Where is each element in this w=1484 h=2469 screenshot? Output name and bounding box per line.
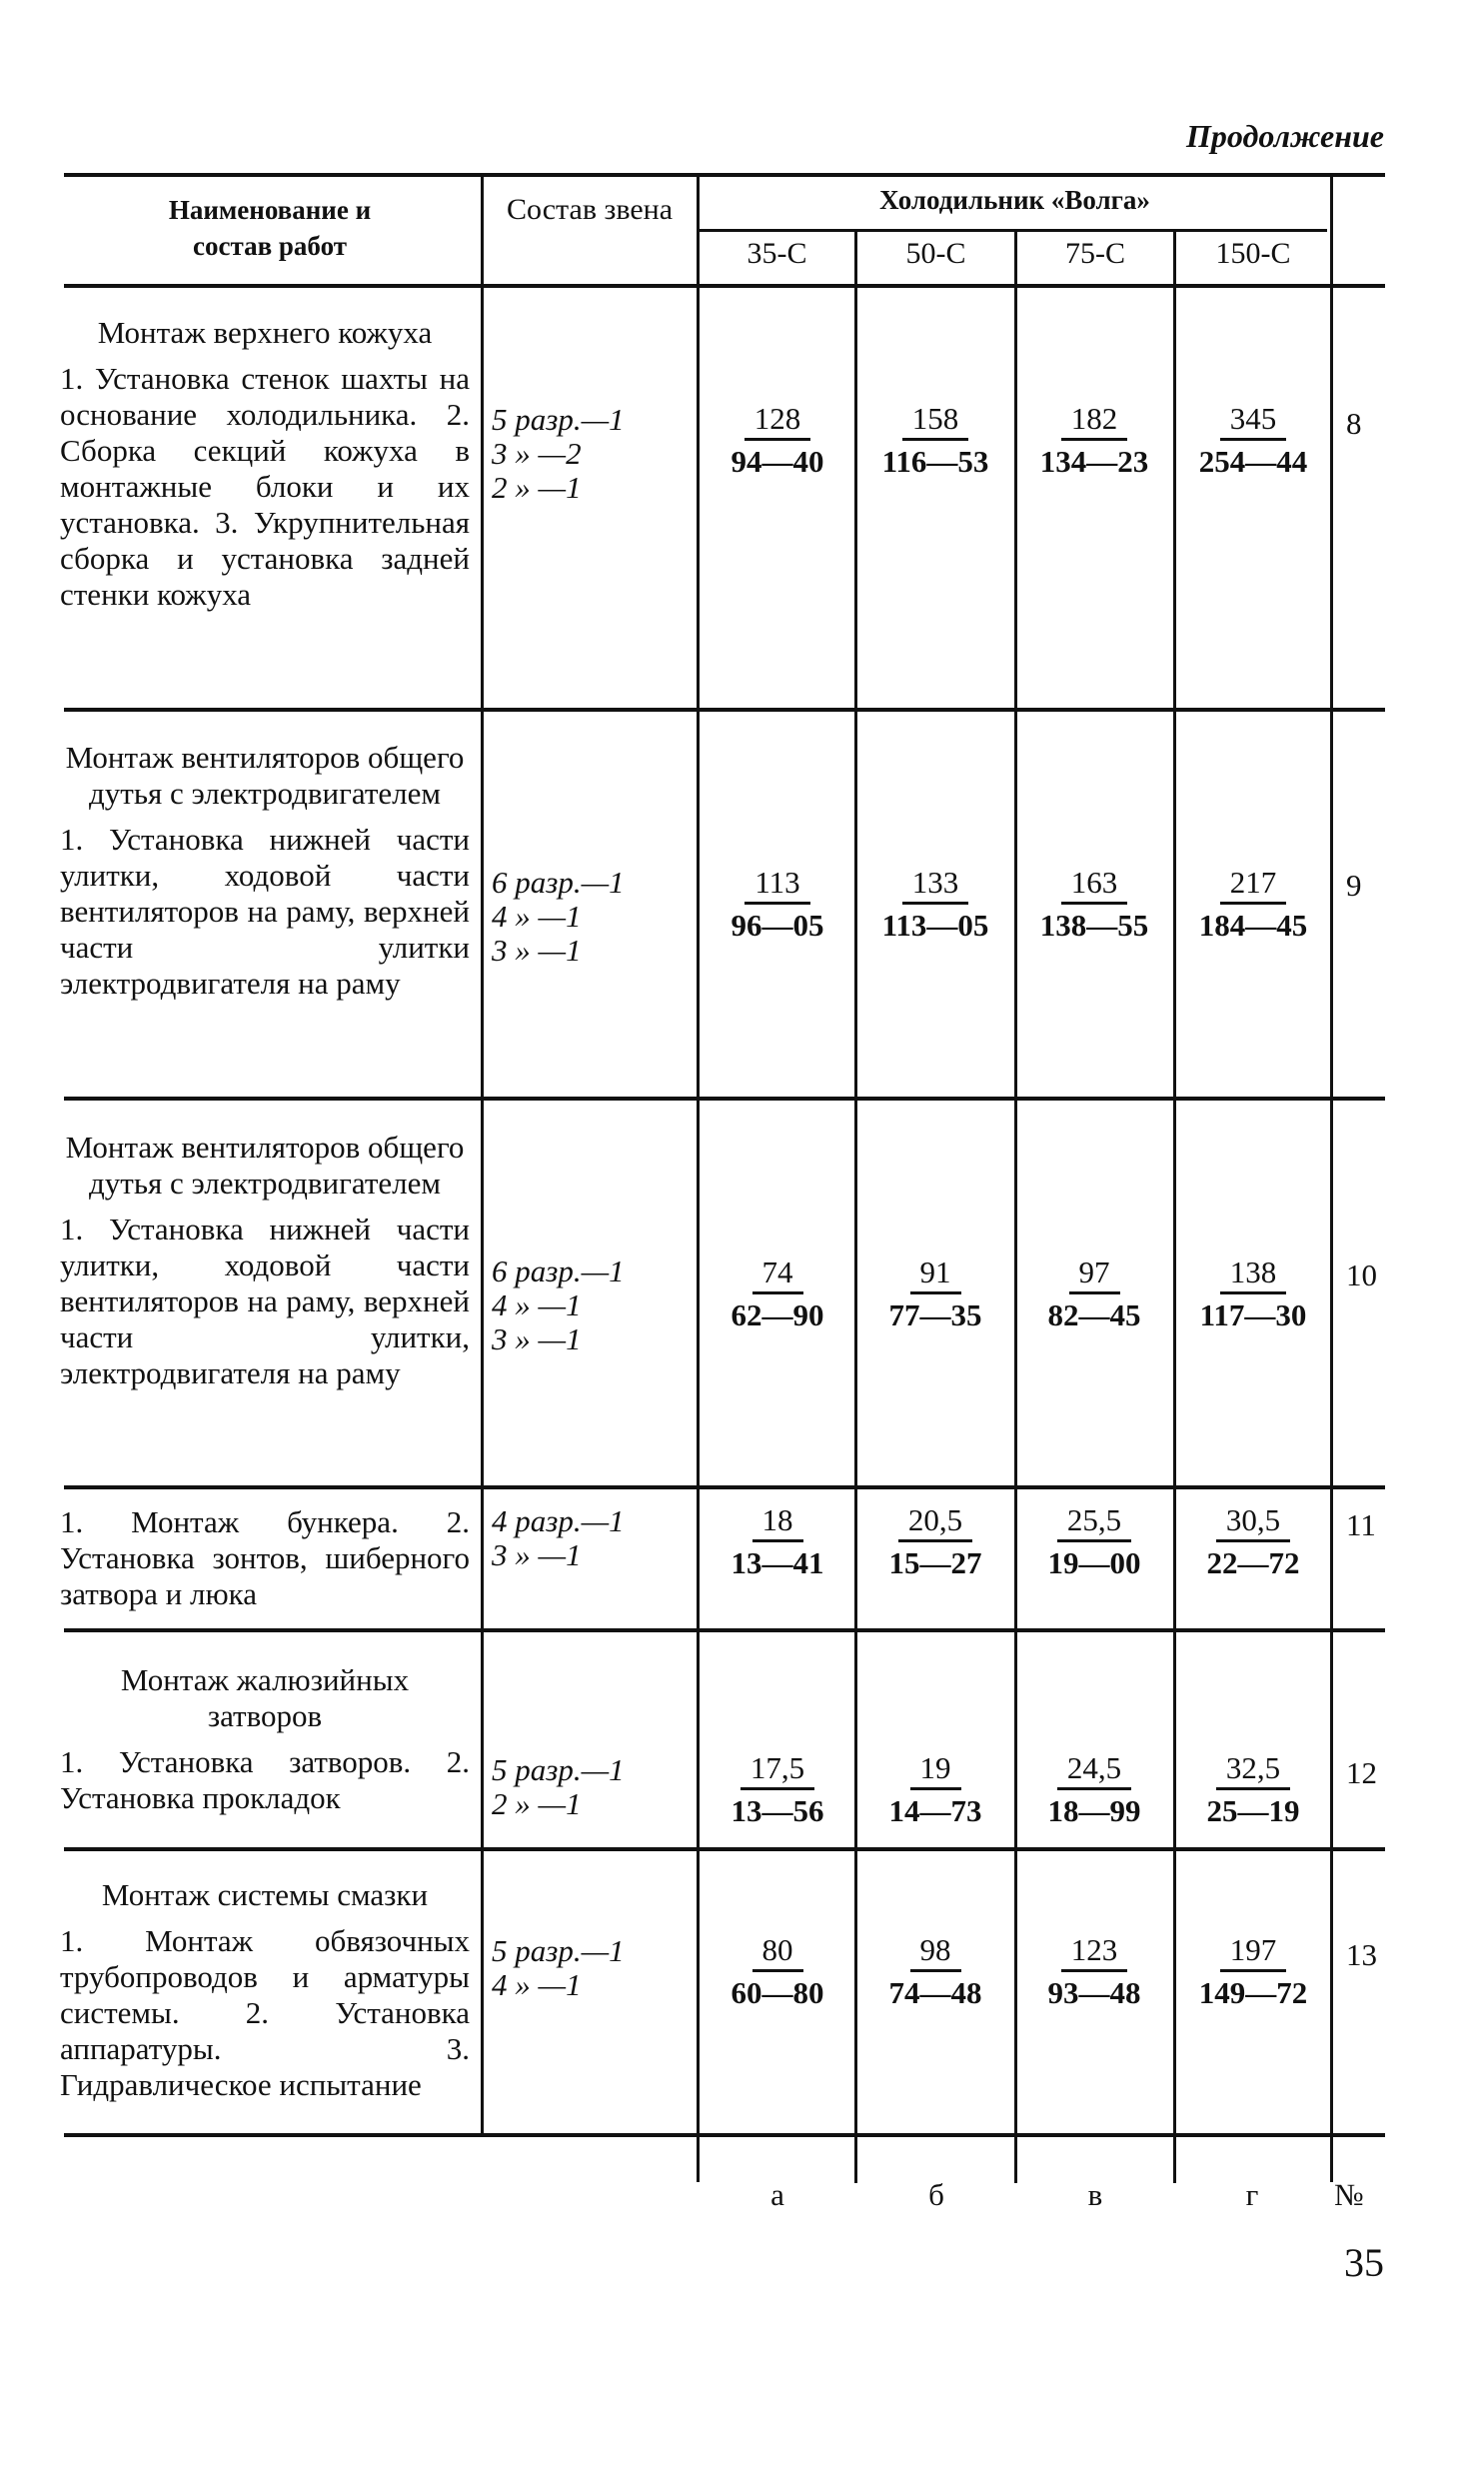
value-top: 25,5 (1057, 1501, 1131, 1542)
value-top: 30,5 (1216, 1501, 1290, 1542)
row-body: 1. Монтаж бункера. 2. Установка зонтов, шиберного затвора и люка (60, 1504, 470, 1611)
row-9-value-c (1020, 864, 1168, 947)
value-bottom: 254—44 (1198, 444, 1308, 479)
crew-line: 6 разр.—1 (492, 1253, 625, 1288)
row-13-crew (492, 1934, 692, 2002)
row-8-crew (492, 403, 692, 505)
crew-line: 4 » —1 (492, 899, 582, 934)
row-13-value-b (861, 1931, 1009, 2014)
row-body: 1. Монтаж обвязочных трубопроводов и арматуры системы. 2. Установка аппаратуры. 3. Гидравлическое испытание (60, 1923, 470, 2102)
header-split-rule (700, 229, 1327, 232)
value-bottom: 82—45 (1047, 1297, 1141, 1332)
value-top: 17,5 (741, 1749, 814, 1790)
value-bottom: 62—90 (731, 1297, 824, 1332)
row-rule-2 (64, 1097, 1385, 1101)
value-bottom: 14—73 (888, 1793, 982, 1828)
row-rule-1 (64, 708, 1385, 712)
crew-line: 5 разр.—1 (492, 402, 625, 437)
row-12-description (60, 1662, 470, 1816)
row-rule-3 (64, 1485, 1385, 1489)
value-top: 32,5 (1216, 1749, 1290, 1790)
row-10-description (60, 1130, 470, 1391)
row-10-crew (492, 1254, 692, 1356)
value-top: 138 (1220, 1253, 1287, 1294)
row-8-value-d (1179, 400, 1327, 483)
value-top: 97 (1069, 1253, 1120, 1294)
value-bottom: 77—35 (888, 1297, 982, 1332)
footer-label-a: а (770, 2177, 784, 2212)
row-13-number: 13 (1346, 1937, 1377, 1972)
row-12-crew (492, 1753, 692, 1821)
value-top: 98 (910, 1931, 961, 1972)
footer-label-b: б (928, 2177, 944, 2212)
col-divider-c (1173, 229, 1176, 2183)
row-12-value-d (1179, 1749, 1327, 1832)
col-divider-num (1330, 173, 1333, 2182)
value-top: 128 (744, 400, 811, 441)
value-bottom: 60—80 (731, 1975, 824, 2010)
crew-line: 2 » —1 (492, 470, 582, 505)
value-bottom: 15—27 (888, 1545, 982, 1580)
continuation-label: Продолжение (1186, 118, 1384, 154)
row-12-value-b (861, 1749, 1009, 1832)
header-crew: Состав звена (506, 193, 674, 226)
footer-number-label: № (1334, 2177, 1364, 2212)
crew-line: 3 » —1 (492, 1321, 582, 1356)
row-9-value-b (861, 864, 1009, 947)
row-title: Монтаж вентиляторов общего дутья с электродвигателем (65, 740, 465, 811)
value-top: 24,5 (1057, 1749, 1131, 1790)
value-bottom: 184—45 (1198, 908, 1308, 943)
value-top: 19 (910, 1749, 961, 1790)
row-11-value-c (1020, 1501, 1168, 1584)
row-10-value-c (1020, 1253, 1168, 1336)
header-group: Холодильник «Волга» (879, 185, 1150, 215)
value-bottom: 19—00 (1047, 1545, 1141, 1580)
value-top: 113 (744, 864, 809, 905)
value-bottom: 94—40 (731, 444, 824, 479)
row-11-value-b (861, 1501, 1009, 1584)
row-body: 1. Установка нижней части улитки, ходовой части вентиляторов на раму, верхней части улитки, электродвигателя на раму (60, 1212, 470, 1390)
value-top: 217 (1220, 864, 1287, 905)
crew-line: 4 » —1 (492, 1967, 582, 2002)
row-9-crew (492, 866, 692, 968)
row-12-value-c (1020, 1749, 1168, 1832)
value-top: 20,5 (898, 1501, 972, 1542)
crew-line: 3 » —1 (492, 1537, 582, 1572)
row-9-value-d (1179, 864, 1327, 947)
crew-line: 2 » —1 (492, 1786, 582, 1821)
row-13-value-d (1179, 1931, 1327, 2014)
row-10-value-a (704, 1253, 851, 1336)
row-8-value-b (861, 400, 1009, 483)
footer-label-d: г (1245, 2177, 1259, 2212)
header-model-b: 50-С (905, 237, 966, 270)
col-divider-b (1014, 229, 1017, 2183)
value-bottom: 138—55 (1039, 908, 1149, 943)
value-bottom: 22—72 (1206, 1545, 1300, 1580)
header-name: Наименование и состав работ (168, 195, 372, 261)
value-bottom: 149—72 (1198, 1975, 1308, 2010)
crew-line: 4 разр.—1 (492, 1503, 625, 1538)
row-8-description (60, 315, 470, 613)
value-bottom: 116—53 (881, 444, 989, 479)
value-bottom: 113—05 (881, 908, 989, 943)
value-top: 74 (752, 1253, 803, 1294)
row-title: Монтаж верхнего кожуха (97, 315, 433, 350)
row-9-number: 9 (1346, 868, 1362, 903)
row-10-value-b (861, 1253, 1009, 1336)
header-model-d: 150-С (1215, 237, 1291, 270)
crew-line: 4 » —1 (492, 1287, 582, 1322)
row-8-value-a (704, 400, 851, 483)
value-bottom: 134—23 (1039, 444, 1149, 479)
value-top: 197 (1220, 1931, 1287, 1972)
row-body: 1. Установка стенок шахты на основание холодильника. 2. Сборка секций кожуха в монтажные блоки и их установка. 3. Укрупнительная сборка и установка задней стенки кожуха (60, 361, 470, 612)
row-8-value-c (1020, 400, 1168, 483)
value-top: 158 (902, 400, 969, 441)
crew-line: 5 разр.—1 (492, 1933, 625, 1968)
value-top: 80 (752, 1931, 803, 1972)
crew-line: 3 » —1 (492, 933, 582, 968)
value-bottom: 96—05 (731, 908, 824, 943)
value-top: 133 (902, 864, 969, 905)
table-top-rule (64, 173, 1385, 177)
value-bottom: 13—41 (731, 1545, 824, 1580)
row-11-value-d (1179, 1501, 1327, 1584)
row-10-value-d (1179, 1253, 1327, 1336)
row-rule-4 (64, 1628, 1385, 1632)
row-11-value-a (704, 1501, 851, 1584)
row-12-value-a (704, 1749, 851, 1832)
value-bottom: 13—56 (731, 1793, 824, 1828)
header-model-c: 75-С (1065, 237, 1125, 270)
row-12-number: 12 (1346, 1755, 1377, 1790)
row-rule-5 (64, 1847, 1385, 1851)
col-divider-crew (481, 173, 484, 2136)
value-bottom: 25—19 (1206, 1793, 1300, 1828)
value-top: 123 (1061, 1931, 1128, 1972)
value-top: 18 (752, 1501, 803, 1542)
header-model-a: 35-С (746, 237, 807, 270)
row-9-description (60, 740, 470, 1002)
row-body: 1. Установка затворов. 2. Установка прокладок (60, 1744, 470, 1815)
col-divider-values (697, 173, 700, 2182)
row-13-value-a (704, 1931, 851, 2014)
row-body: 1. Установка нижней части улитки, ходовой части вентиляторов на раму, верхней части улитки электродвигателя на раму (60, 822, 470, 1001)
value-top: 345 (1220, 400, 1287, 441)
row-13-description (60, 1877, 470, 2103)
row-10-number: 10 (1346, 1257, 1377, 1292)
row-11-number: 11 (1346, 1507, 1376, 1542)
value-top: 163 (1061, 864, 1128, 905)
col-divider-a (854, 229, 857, 2183)
value-top: 182 (1061, 400, 1128, 441)
row-11-crew (492, 1504, 692, 1572)
footer-label-c: в (1087, 2177, 1103, 2212)
value-top: 91 (910, 1253, 961, 1294)
row-8-number: 8 (1346, 406, 1362, 441)
crew-line: 6 разр.—1 (492, 865, 625, 900)
header-bottom-rule (64, 284, 1385, 288)
row-title: Монтаж системы смазки (101, 1877, 429, 1912)
value-bottom: 93—48 (1047, 1975, 1141, 2010)
row-11-description (60, 1504, 470, 1612)
row-9-value-a (704, 864, 851, 947)
value-bottom: 18—99 (1047, 1793, 1141, 1828)
value-bottom: 117—30 (1199, 1297, 1307, 1332)
page-number: 35 (1344, 2240, 1384, 2285)
table-bottom-rule (64, 2133, 1385, 2137)
crew-line: 3 » —2 (492, 436, 582, 471)
value-bottom: 74—48 (888, 1975, 982, 2010)
row-title: Монтаж вентиляторов общего дутья с электродвигателем (65, 1130, 465, 1201)
row-13-value-c (1020, 1931, 1168, 2014)
crew-line: 5 разр.—1 (492, 1752, 625, 1787)
row-title: Монтаж жалюзийных затворов (120, 1662, 410, 1733)
